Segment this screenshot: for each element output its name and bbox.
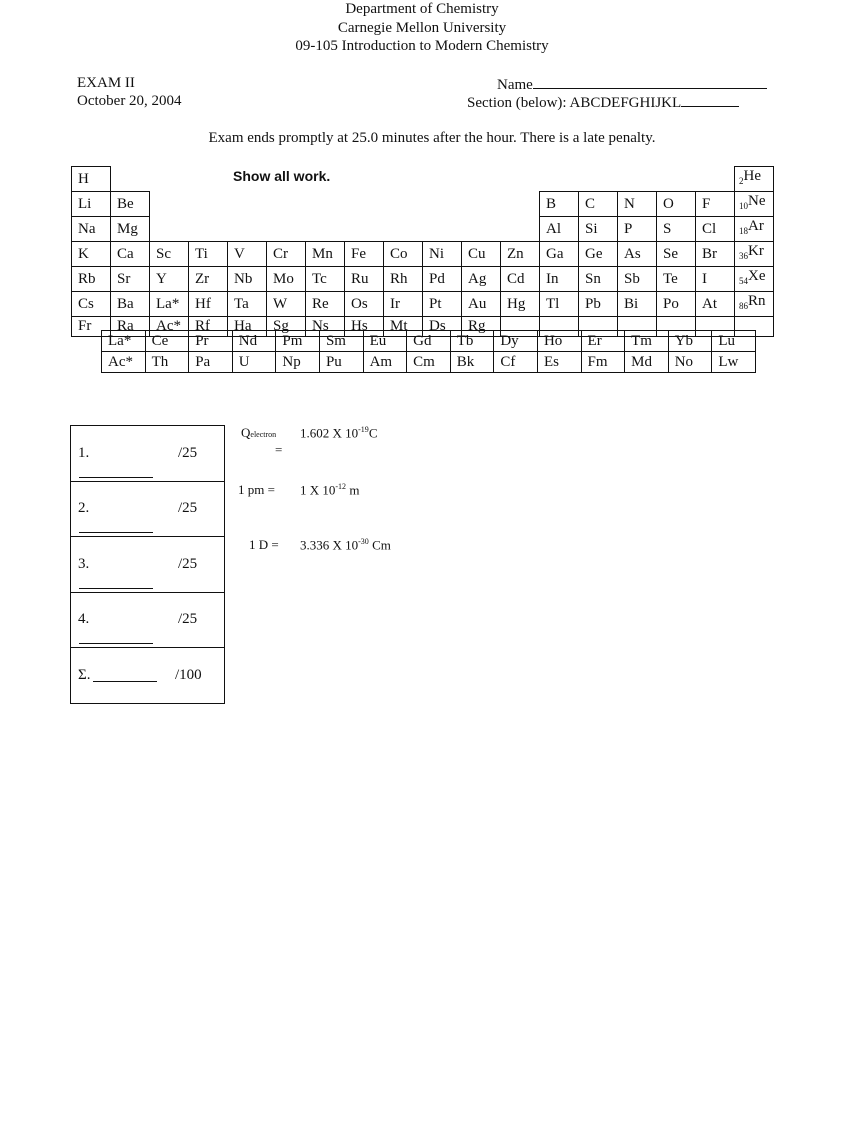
element-cell: Zr [189,267,228,292]
empty-cell [423,192,462,217]
empty-cell [657,167,696,192]
points-possible: /25 [178,555,198,572]
element-symbol: Kr [748,243,764,259]
element-cell: Ac* [150,317,189,337]
element-symbol: Rn [748,293,766,309]
element-cell: Si [579,217,618,242]
element-cell: Ha [228,317,267,337]
element-cell: Sn [579,267,618,292]
element-cell: As [618,242,657,267]
element-cell: Th [145,352,189,373]
element-cell: Ir [384,292,423,317]
debye-label: 1 D = [249,537,279,552]
element-cell: Yb [668,331,712,352]
empty-cell [462,192,501,217]
element-cell: Ag [462,267,501,292]
element-cell: Ds [423,317,462,337]
element-cell: Os [345,292,384,317]
electron-charge-label [241,425,276,441]
element-cell: Hg [501,292,540,317]
score-blank[interactable] [93,681,157,682]
empty-cell [462,167,501,192]
question-number: 4. [78,611,90,628]
element-cell: Fm [581,352,625,373]
element-cell: Dy [494,331,538,352]
element-cell: Rb [72,267,111,292]
q-unit: C [368,425,378,441]
atomic-number: 36 [739,251,748,261]
element-cell: Rg [462,317,501,337]
element-cell: Pu [319,352,363,373]
q-mantissa: 1.602 X 10 [300,425,359,441]
element-cell: Br [696,242,735,267]
empty-cell [267,192,306,217]
element-cell: Ac* [102,352,146,373]
element-cell: F [696,192,735,217]
element-cell: Sr [111,267,150,292]
university-heading: Carnegie Mellon University [337,20,507,36]
points-possible: /100 [175,666,202,683]
empty-cell [579,167,618,192]
department-heading: Department of Chemistry [345,1,499,17]
element-cell: Zn [501,242,540,267]
element-symbol: Xe [748,268,766,284]
element-cell: Ce [145,331,189,352]
element-cell: Lu [712,331,756,352]
element-cell: Pd [423,267,462,292]
element-cell: Ba [111,292,150,317]
noble-gas-cell [735,292,774,317]
element-cell: Ra [111,317,150,337]
element-cell: Ti [189,242,228,267]
q-exponent: -19 [358,425,369,434]
element-cell: Te [657,267,696,292]
element-cell: I [696,267,735,292]
element-cell: Ta [228,292,267,317]
element-cell: Tm [625,331,669,352]
noble-gas-cell [735,167,774,192]
points-possible: /25 [178,445,198,461]
empty-cell [306,217,345,242]
score-row [71,537,224,593]
score-blank[interactable] [79,477,153,478]
element-cell: Be [111,192,150,217]
question-number: Σ. [78,666,91,683]
element-cell: Au [462,292,501,317]
q-subscript: electron [250,430,277,439]
score-row [71,426,224,482]
empty-cell [540,167,579,192]
empty-cell [228,217,267,242]
element-cell: N [618,192,657,217]
element-cell: Er [581,331,625,352]
element-cell: Eu [363,331,407,352]
score-blank[interactable] [79,532,153,533]
score-row [71,648,224,703]
element-cell: Mn [306,242,345,267]
empty-cell [189,192,228,217]
section-blank[interactable] [681,92,739,107]
element-cell: Pm [276,331,320,352]
noble-gas-cell [735,192,774,217]
element-cell: V [228,242,267,267]
element-cell: Mo [267,267,306,292]
empty-cell [228,192,267,217]
q-symbol: Q [241,425,251,440]
section-field[interactable] [467,92,739,112]
element-cell: Y [150,267,189,292]
d-mantissa: 3.336 X 10 [300,537,359,553]
empty-cell [150,167,189,192]
empty-cell [618,167,657,192]
element-cell: Tb [450,331,494,352]
noble-gas-cell [735,242,774,267]
element-cell: B [540,192,579,217]
score-blank[interactable] [79,588,153,589]
element-cell: At [696,292,735,317]
element-cell: Ni [423,242,462,267]
element-cell: Cs [72,292,111,317]
empty-cell [189,167,228,192]
element-cell: Bi [618,292,657,317]
element-cell: Hf [189,292,228,317]
atomic-number: 18 [739,226,748,236]
element-symbol: Ne [748,193,766,209]
element-cell: Pr [189,331,233,352]
course-heading: 09-105 Introduction to Modern Chemistry [295,38,549,54]
element-cell: Se [657,242,696,267]
question-number: 3. [78,555,90,572]
element-cell: Bk [450,352,494,373]
element-cell: H [72,167,111,192]
element-cell: Rh [384,267,423,292]
empty-cell [423,217,462,242]
element-cell: Am [363,352,407,373]
element-cell: La* [150,292,189,317]
empty-cell [111,167,150,192]
element-cell: Sm [319,331,363,352]
periodic-row [72,292,774,317]
question-number: 1. [78,445,90,461]
empty-cell [501,167,540,192]
score-row [71,481,224,537]
late-penalty-notice: Exam ends promptly at 25.0 minutes after the hour. There is a late penalty. [208,130,656,146]
name-blank[interactable] [533,74,767,89]
picometer-value [300,482,359,498]
element-cell: Cr [267,242,306,267]
element-cell: Np [276,352,320,373]
element-cell: Md [625,352,669,373]
element-cell: Ho [537,331,581,352]
atomic-number: 10 [739,201,748,211]
periodic-row [72,217,774,242]
empty-cell [384,192,423,217]
exam-title: EXAM II [77,75,135,91]
empty-cell [384,217,423,242]
element-cell: Cu [462,242,501,267]
element-cell: No [668,352,712,373]
pm-unit: m [346,482,360,498]
points-possible: /25 [178,500,198,517]
element-cell: Cl [696,217,735,242]
element-cell: Ge [579,242,618,267]
f-block-row [102,352,756,373]
empty-cell [267,217,306,242]
element-cell: Pb [579,292,618,317]
element-cell: S [657,217,696,242]
element-cell: Lw [712,352,756,373]
empty-cell [345,217,384,242]
periodic-row [72,192,774,217]
noble-gas-cell [735,217,774,242]
element-cell: Mt [384,317,423,337]
element-cell: Cm [407,352,451,373]
element-cell: Fe [345,242,384,267]
periodic-row [72,167,774,192]
empty-cell [696,167,735,192]
element-cell: Re [306,292,345,317]
element-cell: Sg [267,317,306,337]
question-number: 2. [78,500,90,517]
name-field[interactable] [497,74,767,94]
empty-cell [501,217,540,242]
empty-cell [150,192,189,217]
element-cell: Pa [189,352,233,373]
element-cell: Fr [72,317,111,337]
d-unit: Cm [368,537,391,553]
element-cell: Es [537,352,581,373]
element-cell: Sb [618,267,657,292]
element-cell: Po [657,292,696,317]
f-block-table [101,330,756,373]
element-cell: Tl [540,292,579,317]
element-cell: Hs [345,317,384,337]
empty-cell [501,192,540,217]
element-cell: Co [384,242,423,267]
element-cell: Cd [501,267,540,292]
element-cell: Sc [150,242,189,267]
noble-gas-cell [735,267,774,292]
element-cell: Ns [306,317,345,337]
points-possible: /25 [178,611,198,628]
periodic-row [72,242,774,267]
empty-cell [462,217,501,242]
element-cell: Cf [494,352,538,373]
element-cell: Ru [345,267,384,292]
score-blank[interactable] [79,643,153,644]
element-cell: Na [72,217,111,242]
element-cell: Nb [228,267,267,292]
empty-cell [345,192,384,217]
element-cell: U [232,352,276,373]
element-cell: C [579,192,618,217]
pm-exponent: -12 [335,482,347,491]
element-cell: O [657,192,696,217]
empty-cell [189,217,228,242]
empty-cell [150,217,189,242]
element-cell: La* [102,331,146,352]
element-cell: Tc [306,267,345,292]
empty-cell [423,167,462,192]
empty-cell [345,167,384,192]
name-label: Name [497,77,533,93]
element-cell: K [72,242,111,267]
atomic-number: 54 [739,276,748,286]
element-cell: P [618,217,657,242]
picometer-label: 1 pm = [238,482,275,497]
element-cell: Gd [407,331,451,352]
d-exponent: -30 [358,537,369,546]
element-cell: Ga [540,242,579,267]
score-row [71,592,224,648]
periodic-table [71,166,774,337]
element-cell: W [267,292,306,317]
element-cell: Pt [423,292,462,317]
atomic-number: 86 [739,301,748,311]
show-all-work-note: Show all work. [233,168,331,184]
element-cell: Rf [189,317,228,337]
atomic-number: 2 [739,176,744,186]
element-cell: Mg [111,217,150,242]
f-block-row [102,331,756,352]
element-cell: Nd [232,331,276,352]
empty-cell [384,167,423,192]
element-cell: In [540,267,579,292]
exam-date: October 20, 2004 [77,93,182,109]
electron-charge-equals: = [275,442,283,457]
element-cell: Ca [111,242,150,267]
electron-charge-value [300,425,377,441]
empty-cell [306,192,345,217]
element-symbol: He [743,168,761,184]
element-cell: Al [540,217,579,242]
element-cell: Li [72,192,111,217]
pm-mantissa: 1 X 10 [300,482,336,498]
score-box [70,425,225,704]
element-symbol: Ar [748,218,764,234]
section-label: Section (below): ABCDEFGHIJKL [467,95,682,111]
periodic-row [72,267,774,292]
debye-value [300,537,391,553]
